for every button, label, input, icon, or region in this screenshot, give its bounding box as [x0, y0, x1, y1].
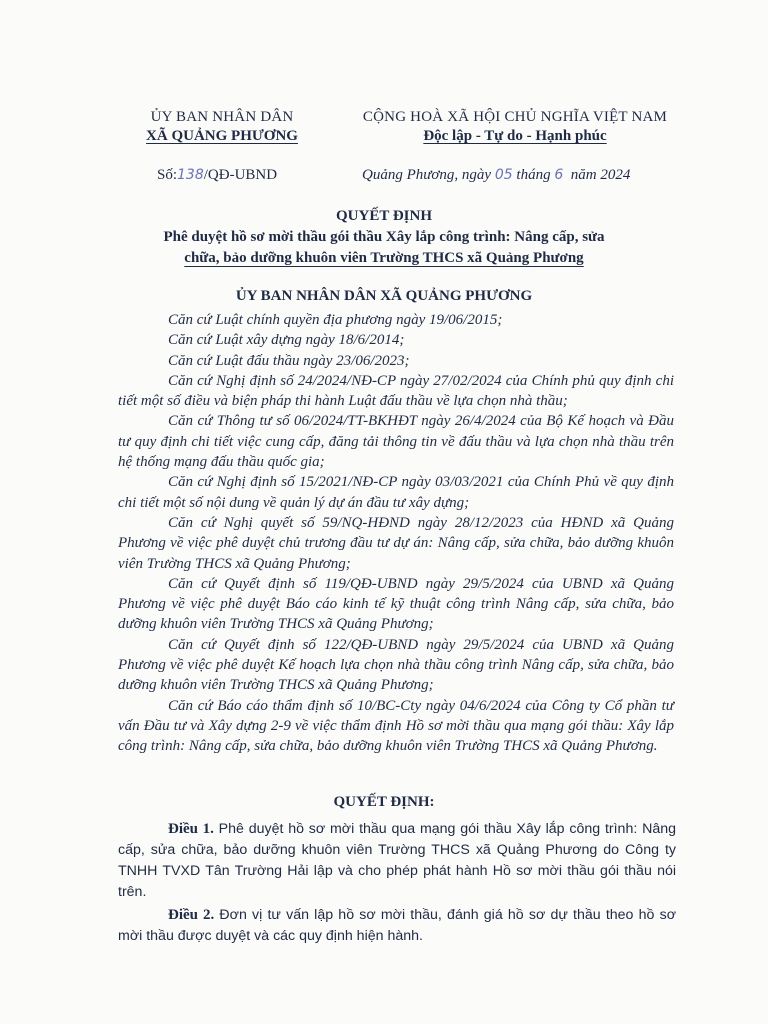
agency-line-2: XÃ QUẢNG PHƯƠNG: [146, 128, 298, 144]
article-1-label: Điều 1.: [168, 821, 214, 837]
title-line-2: Phê duyệt hồ sơ mời thầu gói thầu Xây lắp công trình: Nâng cấp, sửa: [163, 229, 605, 245]
nation-line-1: CỘNG HOÀ XÃ HỘI CHỦ NGHĨA VIỆT NAM: [362, 109, 668, 125]
issuing-agency: [112, 108, 332, 146]
article-1-text: Phê duyệt hồ sơ mời thầu qua mạng gói thầu Xây lắp công trình: Nâng cấp, sửa chữa, bảo dưỡng khuôn viên Trường THCS xã Quảng Phương do Công ty TNHH TVXD Tân Trường Hải lập và cho phép phát hành Hồ sơ mời thầu gói thầu nói trên.: [118, 821, 676, 900]
date-year: năm 2024: [570, 167, 631, 183]
date-day: 05: [494, 167, 513, 183]
legal-bases: [118, 310, 674, 757]
national-header: [335, 108, 695, 146]
document-title: [100, 206, 668, 269]
basis-item: Căn cứ Nghị quyết số 59/NQ-HĐND ngày 28/12/2023 của HĐND xã Quảng Phương về việc phê duyệt chủ trương đầu tư dự án: Nâng cấp, sửa chữa, bảo dưỡng khuôn viên Trường THCS xã Quảng Phương;: [118, 514, 674, 572]
basis-item: Căn cứ Luật đấu thầu ngày 23/06/2023;: [168, 352, 410, 369]
article-1: [118, 819, 676, 903]
basis-item: Căn cứ Thông tư số 06/2024/TT-BKHĐT ngày 26/4/2024 của Bộ Kế hoạch và Đầu tư quy định chi tiết việc cung cấp, đăng tải thông tin về đấu thầu và lựa chọn nhà thầu trên hệ thống mạng đấu thầu quốc gia;: [118, 413, 674, 471]
nation-motto: Độc lập - Tự do - Hạnh phúc: [423, 128, 607, 144]
basis-item: Căn cứ Luật xây dựng ngày 18/6/2014;: [168, 332, 405, 349]
decision-heading: QUYẾT ĐỊNH:: [333, 794, 435, 810]
basis-item: Căn cứ Nghị định số 24/2024/NĐ-CP ngày 27/02/2024 của Chính phủ quy định chi tiết một số điều và biện pháp thi hành Luật đấu thầu về lựa chọn nhà thầu;: [118, 372, 674, 410]
basis-item: Căn cứ Quyết định số 122/QĐ-UBND ngày 29/5/2024 của UBND xã Quảng Phương về việc phê duyệt Kế hoạch lựa chọn nhà thầu công trình Nâng cấp, sửa chữa, bảo dưỡng khuôn viên Trường THCS xã Quảng Phương;: [118, 636, 674, 694]
basis-item: Căn cứ Báo cáo thẩm định số 10/BC-Cty ngày 04/6/2024 của Công ty Cổ phần tư vấn Đầu tư và Xây dựng 2-9 về việc thẩm định Hồ sơ mời thầu qua mạng gói thầu: Xây lắp công trình: Nâng cấp, sửa chữa, bảo dưỡng khuôn viên Trường THCS xã Quảng Phương.: [118, 697, 674, 755]
document-number: [157, 167, 277, 184]
basis-item: Căn cứ Luật chính quyền địa phương ngày 19/06/2015;: [168, 312, 503, 328]
authority-heading: ỦY BAN NHÂN DÂN XÃ QUẢNG PHƯƠNG: [235, 288, 533, 304]
agency-line-1: ỦY BAN NHÂN DÂN: [150, 109, 294, 125]
article-2: [118, 905, 676, 947]
doc-number-suffix: /QĐ-UBND: [203, 167, 278, 183]
date-place: Quảng Phương, ngày: [362, 167, 492, 183]
title-line-1: QUYẾT ĐỊNH: [336, 208, 432, 224]
articles: [118, 819, 676, 949]
article-2-label: Điều 2.: [168, 907, 215, 923]
title-line-3: chữa, bảo dưỡng khuôn viên Trường THCS xã Quảng Phương: [184, 250, 584, 266]
basis-item: Căn cứ Nghị định số 15/2021/NĐ-CP ngày 03/03/2021 của Chính Phủ về quy định chi tiết một số nội dung về quản lý dự án đầu tư xây dựng;: [118, 474, 674, 511]
doc-number-handwritten: 138: [177, 167, 204, 183]
doc-number-prefix: Số:: [157, 167, 178, 183]
date-line: [362, 167, 630, 184]
date-month: 6: [554, 167, 564, 183]
basis-item: Căn cứ Quyết định số 119/QĐ-UBND ngày 29/5/2024 của UBND xã Quảng Phương về việc phê duyệt Báo cáo kinh tế kỹ thuật công trình Nâng cấp, sửa chữa, bảo dưỡng khuôn viên Trường THCS xã Quảng Phương;: [118, 575, 674, 633]
date-month-label: tháng: [516, 167, 551, 183]
article-2-text: Đơn vị tư vấn lập hồ sơ mời thầu, đánh giá hồ sơ dự thầu theo hồ sơ mời thầu được duyệt và các quy định hiện hành.: [118, 907, 677, 944]
